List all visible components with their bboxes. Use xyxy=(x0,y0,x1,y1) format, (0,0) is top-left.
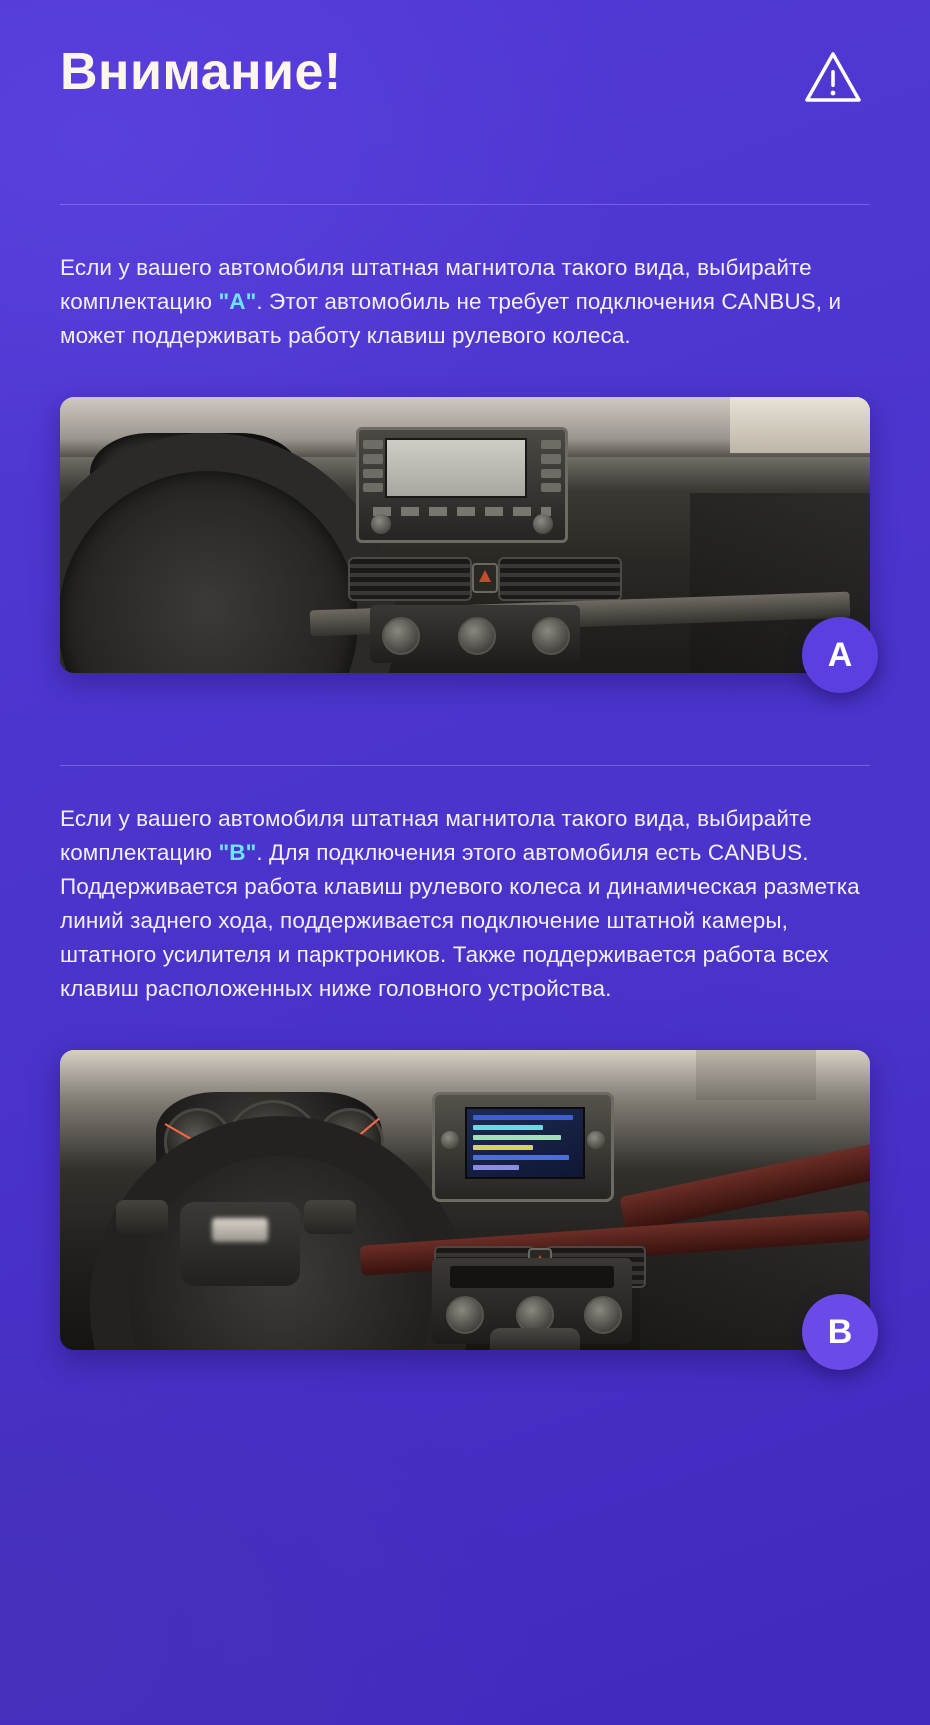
desc-b-text-after: . Для подключения этого автомобиля есть CANBUS. Поддерживается работа клавиш рулевого колеса и динамическая разметка линий заднего хода, поддерживается подключение штатной камеры, штатного усилителя и парктроников. Также поддерживается работа всех клавиш расположенных ниже головного устройства. xyxy=(60,840,860,1001)
photo-block-a xyxy=(60,397,870,673)
page-header xyxy=(60,0,870,142)
desc-a-text-after: . Этот автомобиль не требует подключения CANBUS, и может поддерживать работу клавиш рулевого колеса. xyxy=(60,289,842,348)
page-title: Внимание! xyxy=(60,43,342,101)
oem-head-unit-a xyxy=(356,427,568,543)
oem-head-unit-b xyxy=(432,1092,614,1202)
dashboard-photo-a xyxy=(60,397,870,673)
badge-variant-a: A xyxy=(802,617,878,693)
description-variant-a xyxy=(60,205,870,353)
photo-block-b xyxy=(60,1050,870,1350)
desc-b-accent: "B" xyxy=(218,840,257,865)
description-variant-b xyxy=(60,766,870,1006)
desc-a-accent: "A" xyxy=(218,289,257,314)
dashboard-photo-b xyxy=(60,1050,870,1350)
desc-a-text-before: Если у вашего автомобиля штатная магнитола такого вида, выбирайте комплектацию xyxy=(60,255,812,314)
warning-triangle-icon xyxy=(804,50,862,104)
desc-b-text-before: Если у вашего автомобиля штатная магнитола такого вида, выбирайте комплектацию xyxy=(60,806,812,865)
badge-variant-b: B xyxy=(802,1294,878,1370)
